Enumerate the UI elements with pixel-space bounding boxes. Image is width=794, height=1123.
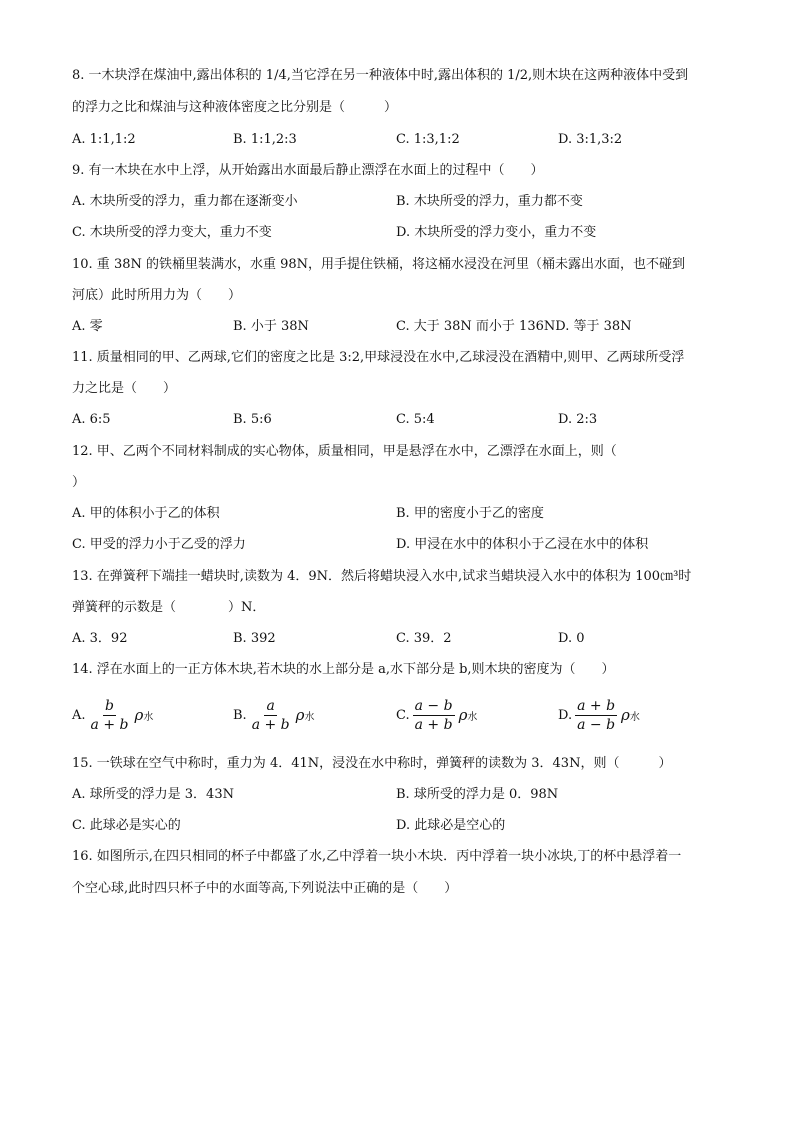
rho-symbol: ρ [134,706,144,724]
q12-option-d: D. 甲浸在水中的体积小于乙浸在水中的体积 [396,537,649,552]
q15-stem-line1: 15. 一铁球在空气中称时，重力为 4．41N，浸没在水中称时，弹簧秤的读数为 3．43N，则（ ） [72,756,672,771]
q8-stem-line1: 8. 一木块浮在煤油中,露出体积的 1/4,当它浮在另一种液体中时,露出体积的 1/2,则木块在这两种液体中受到 [72,68,689,83]
q8-option-d: D. 3:1,3:2 [558,132,623,147]
q9-option-a: A. 木块所受的浮力，重力都在逐渐变小 [72,194,298,209]
q8-stem-line2: 的浮力之比和煤油与这种液体密度之比分别是（ ） [72,100,398,115]
rho-subscript: 水 [467,711,478,723]
q11-option-b: B. 5:6 [233,412,272,427]
q13-option-c: C. 39．2 [396,631,452,646]
fraction-denominator: a − b [577,716,616,733]
q15-option-a: A. 球所受的浮力是 3．43N [72,787,234,802]
q13-option-a: A. 3．92 [72,631,128,646]
q16-stem-line1: 16. 如图所示,在四只相同的杯子中都盛了水,乙中浮着一块小木块．丙中浮着一块小冰块,丁的杯中悬浮着一 [72,849,682,864]
q12-option-a: A. 甲的体积小于乙的体积 [72,506,220,521]
q9-option-b: B. 木块所受的浮力，重力都不变 [396,194,583,209]
q12-option-c: C. 甲受的浮力小于乙受的浮力 [72,537,246,552]
q12-stem-line1: 12. 甲、乙两个不同材料制成的实心物体，质量相同，甲是悬浮在水中，乙漂浮在水面上，则（ [72,444,617,459]
q14-option-d-fraction [575,698,617,733]
rho-symbol: ρ [295,706,305,724]
fraction-numerator: a [266,697,275,714]
q10-stem-line2: 河底）此时所用力为（ ） [72,288,242,303]
fraction-denominator: a + b [414,716,453,733]
q10-option-cd: C. 大于 38N 而小于 136ND. 等于 38N [396,319,632,334]
q8-option-c: C. 1:3,1:2 [396,132,460,147]
fraction-numerator: b [105,697,114,714]
q11-option-d: D. 2:3 [558,412,598,427]
q12-option-b: B. 甲的密度小于乙的密度 [396,506,544,521]
q15-option-d: D. 此球必是空心的 [396,818,506,833]
q10-option-b: B. 小于 38N [233,319,309,334]
q14-option-b [233,695,314,735]
fraction-denominator: a + b [251,716,290,733]
q14-option-a-fraction [89,698,131,733]
q11-stem-line2: 力之比是（ ） [72,381,177,396]
q11-stem-line1: 11. 质量相同的甲、乙两球,它们的密度之比是 3:2,甲球浸没在水中,乙球浸没在酒精中,则甲、乙两球所受浮 [72,350,685,365]
q14-option-a [72,695,153,735]
q11-option-a: A. 6:5 [72,412,111,427]
q14-option-c-label: C. [396,707,410,723]
q10-stem-line1: 10. 重 38N 的铁桶里装满水，水重 98N，用手提住铁桶，将这桶水浸没在河里（桶未露出水面，也不碰到 [72,257,686,272]
q14-option-a-label: A. [72,707,86,723]
q14-option-c-fraction [413,698,455,733]
q15-option-c: C. 此球必是实心的 [72,818,181,833]
q13-option-d: D. 0 [558,631,585,646]
q14-option-d [558,695,640,735]
q10-option-a: A. 零 [72,319,103,334]
q14-stem-line1: 14. 浮在水面上的一正方体木块,若木块的水上部分是 a,水下部分是 b,则木块的密度为（ ） [72,662,615,677]
q9-option-c: C. 木块所受的浮力变大，重力不变 [72,225,272,240]
q13-stem-line1: 13. 在弹簧秤下端挂一蜡块时,读数为 4．9N．然后将蜡块浸入水中,试求当蜡块浸入水中的体积为 100㎝³时 [72,569,692,584]
q15-option-b: B. 球所受的浮力是 0．98N [396,787,559,802]
rho-subscript: 水 [143,711,154,723]
q8-option-a: A. 1:1,1:2 [72,132,136,147]
rho-subscript: 水 [629,711,640,723]
q13-stem-line2: 弹簧秤的示数是（ ）N． [72,600,266,615]
q16-stem-line2: 个空心球,此时四只杯子中的水面等高,下列说法中正确的是（ ） [72,881,458,896]
fraction-numerator: a − b [414,697,453,714]
q14-option-b-fraction [250,698,292,733]
q9-option-d: D. 木块所受的浮力变小，重力不变 [396,225,597,240]
q13-option-b: B. 392 [233,631,276,646]
rho-symbol: ρ [621,706,630,724]
rho-subscript: 水 [304,711,315,723]
fraction-numerator: a + b [577,697,616,714]
rho-symbol: ρ [458,706,468,724]
q14-option-c [396,695,477,735]
q12-stem-line2: ） [72,475,86,490]
fraction-denominator: a + b [90,716,129,733]
q14-option-b-label: B. [233,707,247,723]
q9-stem-line1: 9. 有一木块在水中上浮，从开始露出水面最后静止漂浮在水面上的过程中（ ） [72,163,544,178]
q8-option-b: B. 1:1,2:3 [233,132,297,147]
q11-option-c: C. 5:4 [396,412,435,427]
q14-option-d-label: D. [558,707,573,723]
